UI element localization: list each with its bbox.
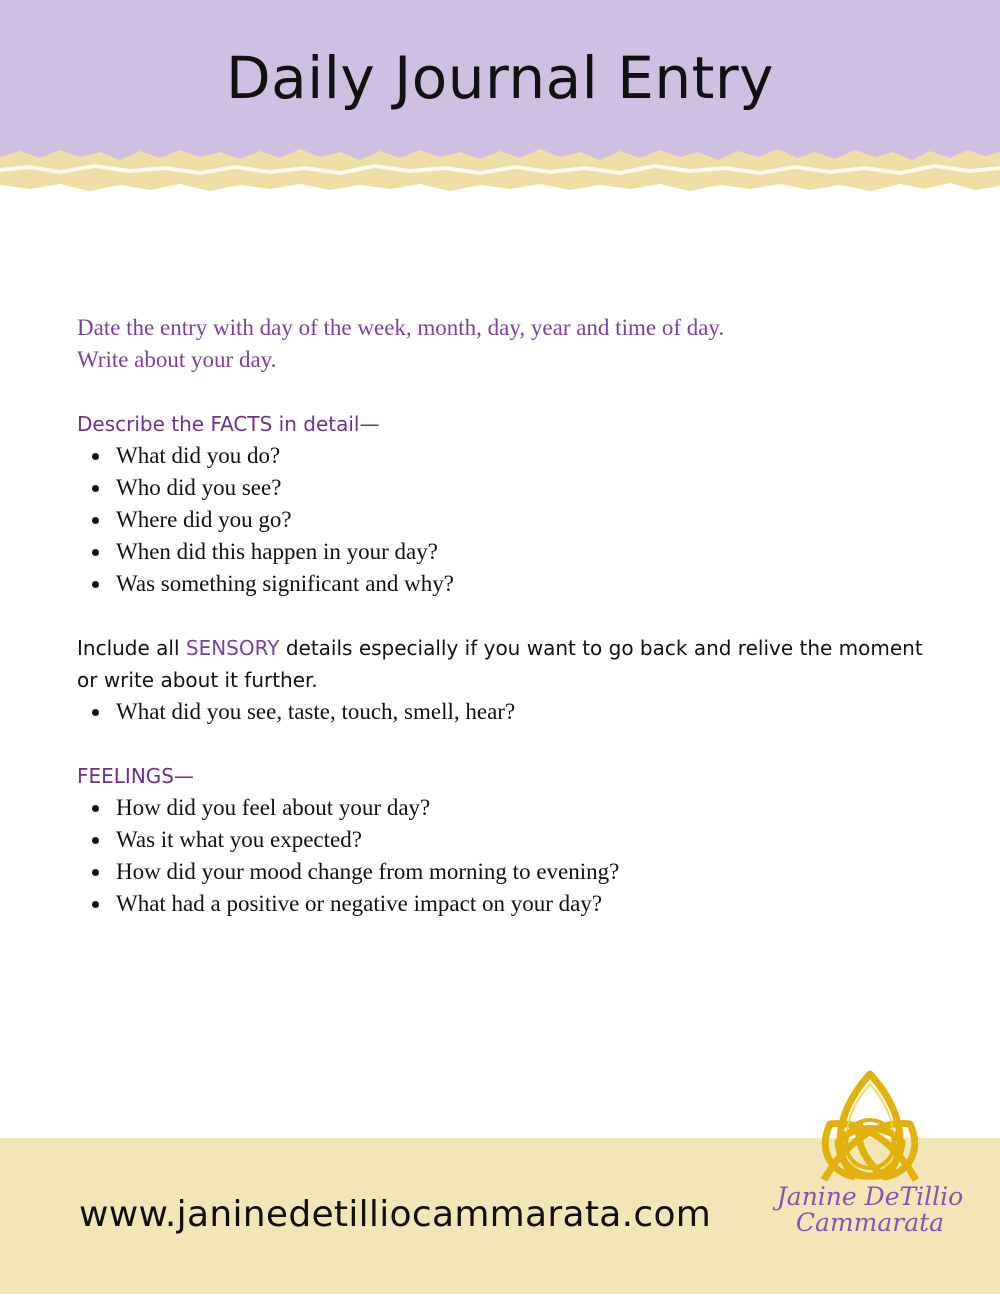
list-item: Where did you go? (77, 504, 937, 536)
list-item: Was it what you expected? (77, 824, 937, 856)
sensory-text-after: details especially if you want to go back and relive the moment or write about it further. (77, 636, 923, 692)
intro-line-1: Date the entry with day of the week, month, day, year and time of day. (77, 315, 725, 340)
sensory-text-before: Include all (77, 636, 186, 660)
sensory-paragraph (77, 632, 937, 696)
triquetra-icon (760, 1062, 980, 1192)
list-item: Was something significant and why? (77, 568, 937, 600)
list-item: Who did you see? (77, 472, 937, 504)
feelings-list (77, 792, 937, 920)
sensory-list (77, 696, 937, 728)
sensory-keyword: SENSORY (185, 636, 280, 660)
facts-heading: Describe the FACTS in detail— (77, 412, 380, 436)
website-link[interactable]: www.janinedetilliocammarata.com (79, 1194, 712, 1235)
feelings-heading: FEELINGS— (77, 764, 194, 788)
facts-list (77, 440, 937, 600)
header-banner (0, 0, 1000, 200)
list-item: How did you feel about your day? (77, 792, 937, 824)
logo-name-line-1: Janine DeTillio (776, 1182, 964, 1211)
brand-logo (760, 1062, 980, 1242)
page-title: Daily Journal Entry (225, 44, 775, 112)
journal-instructions (77, 312, 937, 920)
list-item: What had a positive or negative impact on your day? (77, 888, 937, 920)
logo-name-line-2: Cammarata (795, 1208, 945, 1237)
intro-line-2: Write about your day. (77, 347, 277, 372)
list-item: What did you see, taste, touch, smell, hear? (77, 696, 937, 728)
list-item: When did this happen in your day? (77, 536, 937, 568)
list-item: What did you do? (77, 440, 937, 472)
list-item: How did your mood change from morning to evening? (77, 856, 937, 888)
